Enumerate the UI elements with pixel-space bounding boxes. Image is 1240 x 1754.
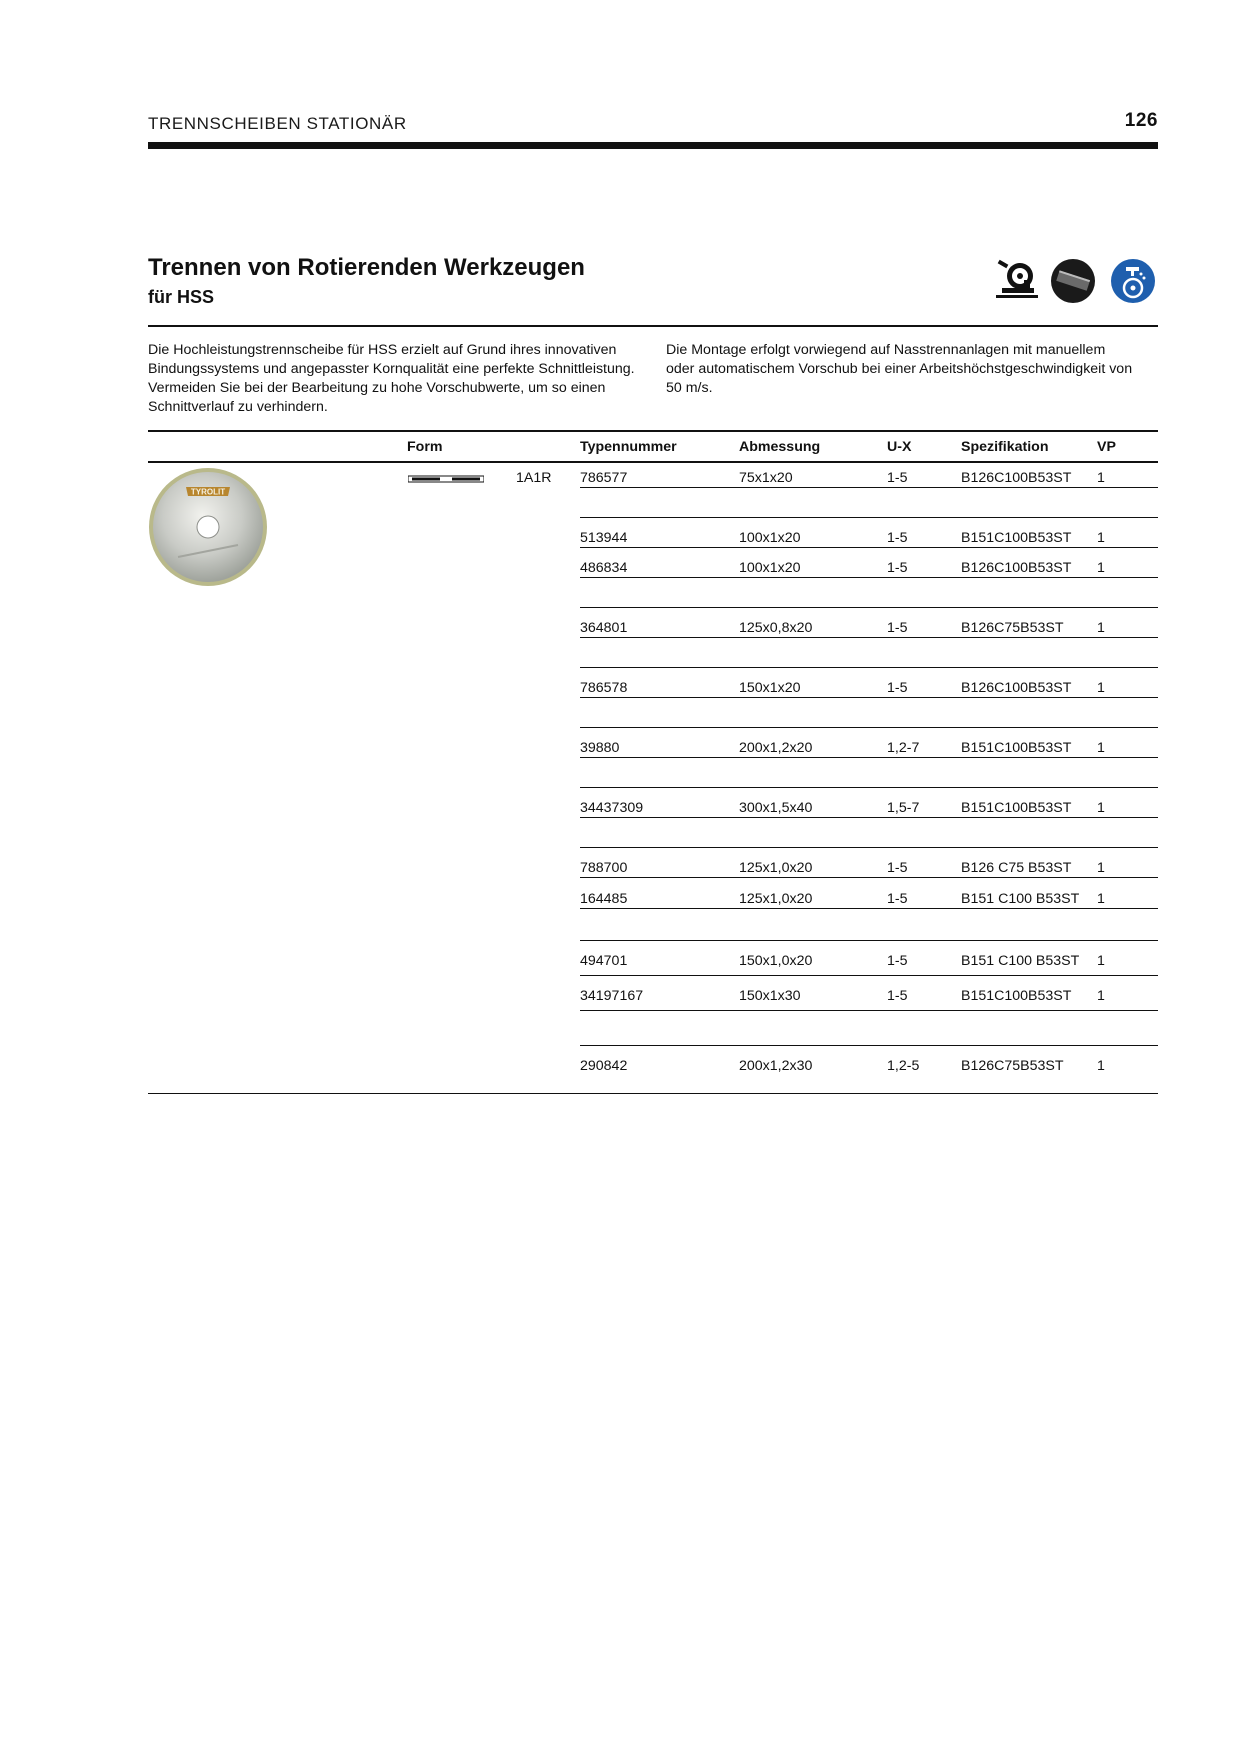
table-cell-abm: 100x1x20 [739, 560, 801, 576]
header-abmessung: Abmessung [739, 439, 821, 455]
table-cell-ux: 1-5 [887, 620, 908, 636]
table-cell-ux: 1-5 [887, 530, 908, 546]
table-cell-typ: 364801 [580, 620, 628, 636]
table-cell-vp: 1 [1097, 891, 1105, 907]
row-divider [580, 1010, 1158, 1011]
description-line: Die Hochleistungstrennscheibe für HSS erzielt auf Grund ihres innovativen [148, 342, 617, 358]
table-cell-spez: B151C100B53ST [961, 530, 1072, 546]
table-cell-spez: B126C75B53ST [961, 1058, 1064, 1074]
header-ux: U-X [887, 439, 912, 455]
table-cell-vp: 1 [1097, 620, 1105, 636]
table-cell-typ: 290842 [580, 1058, 628, 1074]
header-spezifikation: Spezifikation [961, 439, 1049, 455]
table-cell-abm: 125x1,0x20 [739, 891, 813, 907]
table-cell-typ: 164485 [580, 891, 628, 907]
table-cell-abm: 125x1,0x20 [739, 860, 813, 876]
table-cell-ux: 1,2-5 [887, 1058, 920, 1074]
row-divider [580, 577, 1158, 578]
description-line: 50 m/s. [666, 380, 713, 396]
row-divider [580, 817, 1158, 818]
row-divider [580, 877, 1158, 878]
table-cell-abm: 125x0,8x20 [739, 620, 813, 636]
table-cell-ux: 1-5 [887, 470, 908, 486]
cutting-disc-icon [1050, 258, 1096, 304]
row-divider [580, 975, 1158, 976]
table-cell-spez: B151C100B53ST [961, 800, 1072, 816]
row-divider [580, 940, 1158, 941]
row-divider [580, 847, 1158, 848]
table-cell-typ: 39880 [580, 740, 620, 756]
table-cell-abm: 75x1x20 [739, 470, 793, 486]
table-cell-spez: B126C75B53ST [961, 620, 1064, 636]
table-cell-abm: 200x1,2x20 [739, 740, 813, 756]
table-cell-spez: B126C100B53ST [961, 560, 1072, 576]
row-divider [580, 908, 1158, 909]
table-cell-abm: 150x1x30 [739, 988, 801, 1004]
header-typennummer: Typennummer [580, 439, 677, 455]
table-bottom-rule [148, 1093, 1158, 1094]
table-cell-ux: 1-5 [887, 988, 908, 1004]
table-cell-typ: 34197167 [580, 988, 644, 1004]
table-cell-ux: 1-5 [887, 891, 908, 907]
table-cell-vp: 1 [1097, 680, 1105, 696]
row-divider [580, 1045, 1158, 1046]
table-cell-vp: 1 [1097, 860, 1105, 876]
table-cell-ux: 1-5 [887, 560, 908, 576]
table-cell-spez: B126C100B53ST [961, 470, 1072, 486]
row-divider [580, 607, 1158, 608]
table-cell-vp: 1 [1097, 530, 1105, 546]
application-icons [994, 258, 1160, 308]
table-cell-vp: 1 [1097, 740, 1105, 756]
row-divider [580, 667, 1158, 668]
header-form: Form [407, 439, 443, 455]
form-code: 1A1R [516, 470, 552, 486]
stationary-cutting-machine-icon [994, 258, 1040, 304]
description-line: Schnittverlauf zu verhindern. [148, 399, 328, 415]
row-divider [580, 727, 1158, 728]
table-header-rule [148, 461, 1158, 463]
page-number: 126 [1124, 110, 1158, 131]
table-cell-spez: B151C100B53ST [961, 988, 1072, 1004]
description-line: oder automatischem Vorschub bei einer Arbeitshöchstgeschwindigkeit von [666, 361, 1133, 377]
table-cell-typ: 513944 [580, 530, 628, 546]
table-cell-abm: 200x1,2x30 [739, 1058, 813, 1074]
wet-cutting-icon [1110, 258, 1156, 304]
row-divider [580, 757, 1158, 758]
table-cell-spez: B126C100B53ST [961, 680, 1072, 696]
table-cell-ux: 1-5 [887, 860, 908, 876]
table-cell-vp: 1 [1097, 560, 1105, 576]
table-cell-typ: 486834 [580, 560, 628, 576]
table-cell-typ: 786578 [580, 680, 628, 696]
table-cell-ux: 1-5 [887, 680, 908, 696]
table-cell-typ: 788700 [580, 860, 628, 876]
table-cell-spez: B151C100B53ST [961, 740, 1072, 756]
table-cell-abm: 150x1,0x20 [739, 953, 813, 969]
row-divider [580, 487, 1158, 488]
table-cell-spez: B126 C75 B53ST [961, 860, 1072, 876]
table-cell-ux: 1,5-7 [887, 800, 920, 816]
description-line: Vermeiden Sie bei der Bearbeitung zu hohe Vorschubwerte, um so einen [148, 380, 606, 396]
row-divider [580, 547, 1158, 548]
table-cell-vp: 1 [1097, 953, 1105, 969]
row-divider [580, 697, 1158, 698]
page-subtitle: für HSS [148, 287, 215, 307]
table-cell-spez: B151 C100 B53ST [961, 891, 1080, 907]
description-line: Bindungssystems und angepasster Kornqualität eine perfekte Schnittleistung. [148, 361, 635, 377]
table-cell-vp: 1 [1097, 1058, 1105, 1074]
description-left [148, 341, 648, 417]
header-vp: VP [1097, 439, 1116, 455]
product-disc-image [148, 467, 268, 587]
description-right [666, 341, 1161, 398]
disc-logo-text: TYROLIT [190, 487, 226, 497]
page-title: Trennen von Rotierenden Werkzeugen [148, 254, 585, 281]
table-cell-spez: B151 C100 B53ST [961, 953, 1080, 969]
table-cell-vp: 1 [1097, 800, 1105, 816]
description-line: Die Montage erfolgt vorwiegend auf Nasstrennanlagen mit manuellem [666, 342, 1106, 358]
section-title: TRENNSCHEIBEN STATIONÄR [148, 114, 407, 133]
table-cell-abm: 100x1x20 [739, 530, 801, 546]
form-profile-symbol [408, 470, 484, 478]
table-cell-vp: 1 [1097, 988, 1105, 1004]
table-cell-vp: 1 [1097, 470, 1105, 486]
row-divider [580, 787, 1158, 788]
table-cell-abm: 300x1,5x40 [739, 800, 813, 816]
row-divider [580, 637, 1158, 638]
table-cell-ux: 1-5 [887, 953, 908, 969]
table-cell-typ: 786577 [580, 470, 628, 486]
header-rule [148, 142, 1158, 149]
table-cell-typ: 34437309 [580, 800, 644, 816]
table-cell-abm: 150x1x20 [739, 680, 801, 696]
table-cell-ux: 1,2-7 [887, 740, 920, 756]
title-rule [148, 325, 1158, 327]
table-top-rule [148, 430, 1158, 432]
row-divider [580, 517, 1158, 518]
table-cell-typ: 494701 [580, 953, 628, 969]
